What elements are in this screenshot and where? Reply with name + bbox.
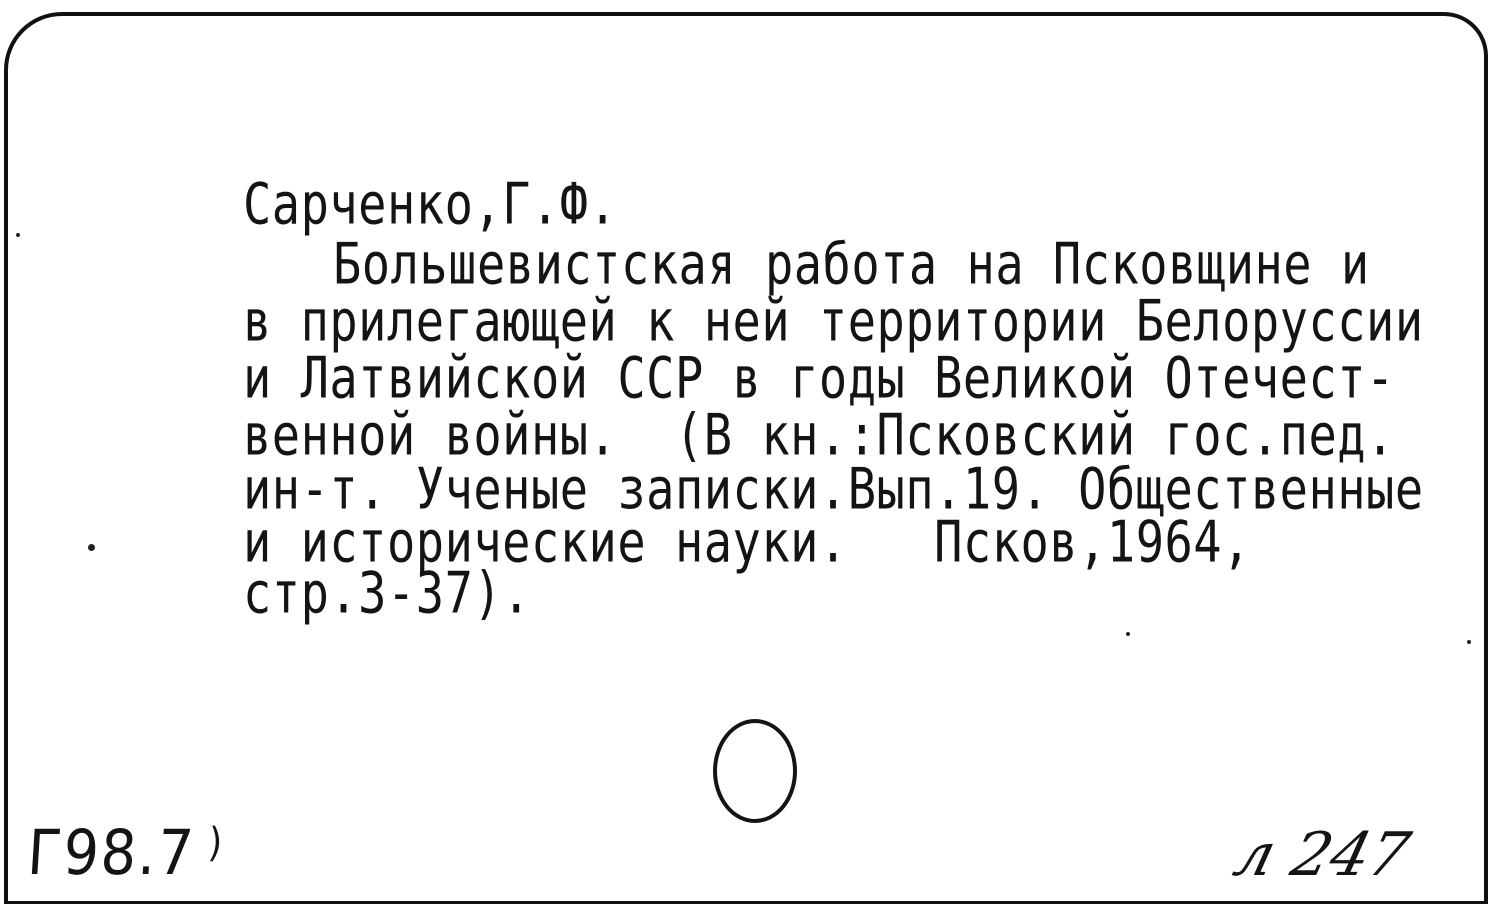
scan-speck (1467, 640, 1471, 644)
card-pages-line: стр.3-37). (243, 560, 531, 628)
card-title-line-3: и Латвийской ССР в годы Великой Отечест- (243, 345, 1395, 413)
scan-speck (1126, 632, 1130, 636)
card-author: Сарченко,Г.Ф. (243, 171, 618, 239)
card-title-line-2: в прилегающей к ней территории Белоруссии (243, 288, 1424, 356)
scan-speck (88, 544, 95, 551)
handwritten-inventory-number: л 247 (1227, 820, 1417, 890)
shelfmark (25, 816, 225, 889)
shelfmark-tail: ) (206, 820, 226, 866)
card-title-line-1: Большевистская работа на Псковщине и (333, 231, 1370, 299)
card-title-line-4: венной войны. (В кн.:Псковский гос.пед. (243, 402, 1395, 470)
card-source-line-2: и исторические науки. Псков,1964, (243, 509, 1251, 577)
shelfmark-code: Г98.7 (25, 816, 198, 889)
card-source-line-1: ин-т. Ученые записки.Вып.19. Общественные (243, 456, 1424, 524)
punch-hole-icon (710, 716, 800, 828)
scan-speck (16, 233, 20, 237)
